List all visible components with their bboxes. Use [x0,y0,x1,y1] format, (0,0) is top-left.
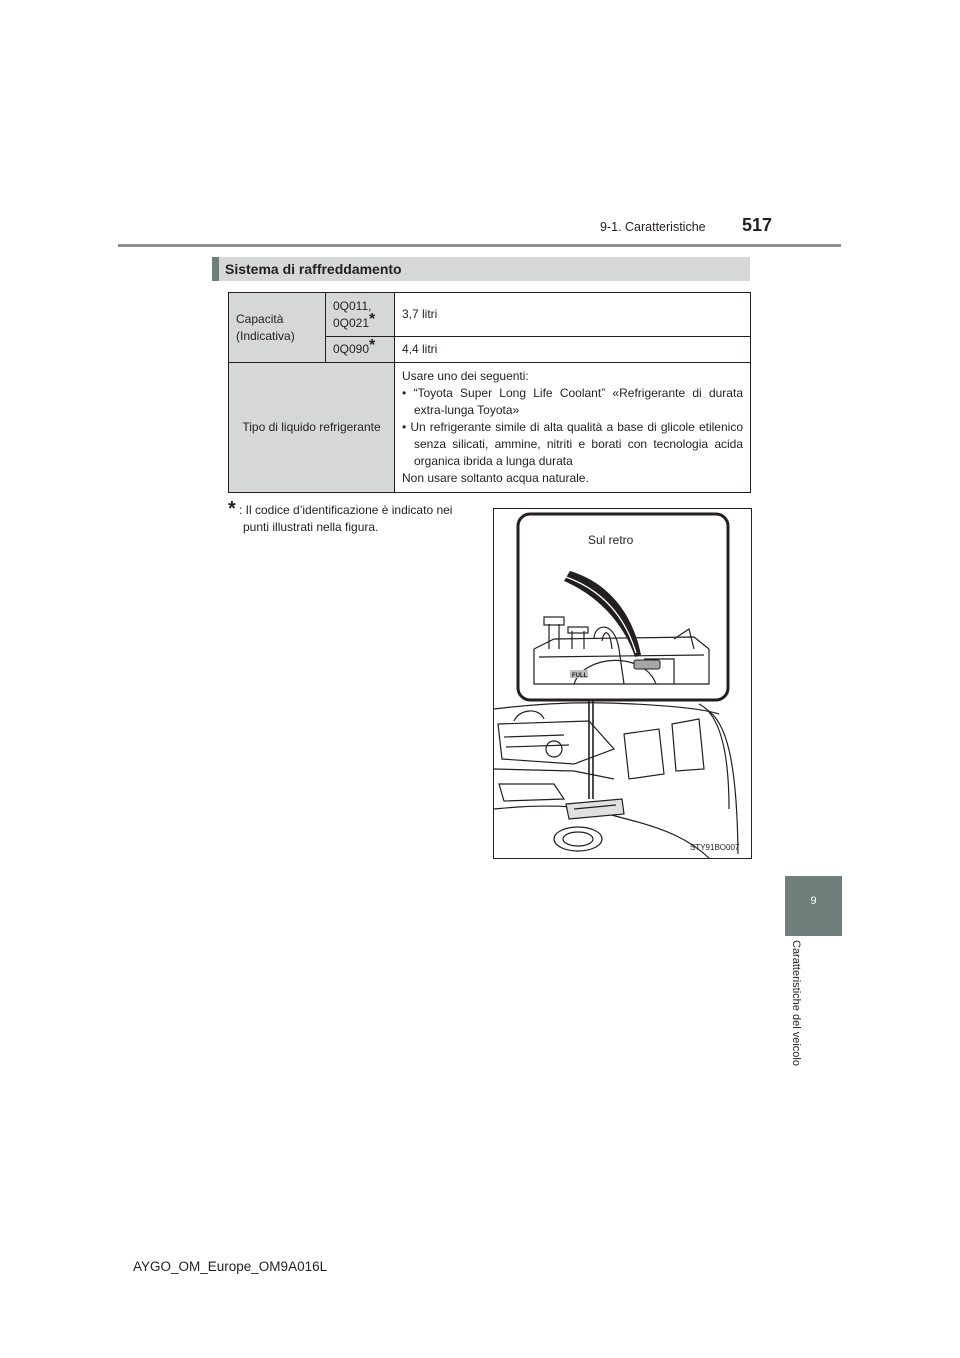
model-code-cell [326,293,395,337]
coolant-option-2: • Un refrigerante simile di alta qualità a base di glicole etilenico senza silicati, ammine, nitriti e borati con tecnologia acida organica ibrida a lunga durata [402,420,743,468]
section-title: Sistema di raffreddamento [225,261,402,277]
coolant-intro: Usare uno dei seguenti: [402,369,529,383]
chapter-tab-number: 9 [810,895,817,907]
figure-code: STY91BO007 [690,843,740,852]
model-code-b: 0Q021 [333,315,370,330]
full-level-mark: FULL [572,673,588,679]
chapter-tab-label: Caratteristiche del veicolo [790,940,802,1066]
cooling-spec-table [228,292,751,493]
coolant-option-1: • “Toyota Super Long Life Coolant” «Refrigerante di durata extra-lunga Toyota» [402,386,743,417]
footnote-line-1: : Il codice d’identificazione è indicato nei [239,503,453,517]
model-code-c: 0Q090 [333,342,370,356]
figure-callout-label: Sul retro [588,533,634,547]
running-header-section: 9-1. Caratteristiche [600,220,706,234]
header-rule [118,244,841,247]
asterisk-mark: * [369,310,376,328]
coolant-type-value-cell [395,363,751,493]
capacity-label-cell [229,293,326,363]
capacity-label-2: (Indicativa) [236,328,295,343]
footnote-line-2: punti illustrati nella figura. [243,520,379,534]
capacity-label-1: Capacità [236,311,284,326]
capacity-value-cell: 4,4 litri [395,337,751,363]
footer-doc-id: AYGO_OM_Europe_OM9A016L [133,1259,328,1274]
model-code-a: 0Q011, [333,298,372,313]
section-title-accent [212,257,219,281]
engine-bay-illustration [493,508,752,859]
page-number: 517 [742,215,773,235]
asterisk-mark: * [369,337,376,354]
footnote-asterisk: * [228,498,236,520]
capacity-value-cell: 3,7 litri [395,293,751,337]
chapter-tab-label-wrap [790,940,806,1095]
footnote-text [239,502,477,536]
model-code-cell [326,337,395,363]
engine-bay-drawing [494,509,751,858]
coolant-note: Non usare soltanto acqua naturale. [402,471,589,485]
coolant-type-label: Tipo di liquido refrigerante [229,363,395,493]
